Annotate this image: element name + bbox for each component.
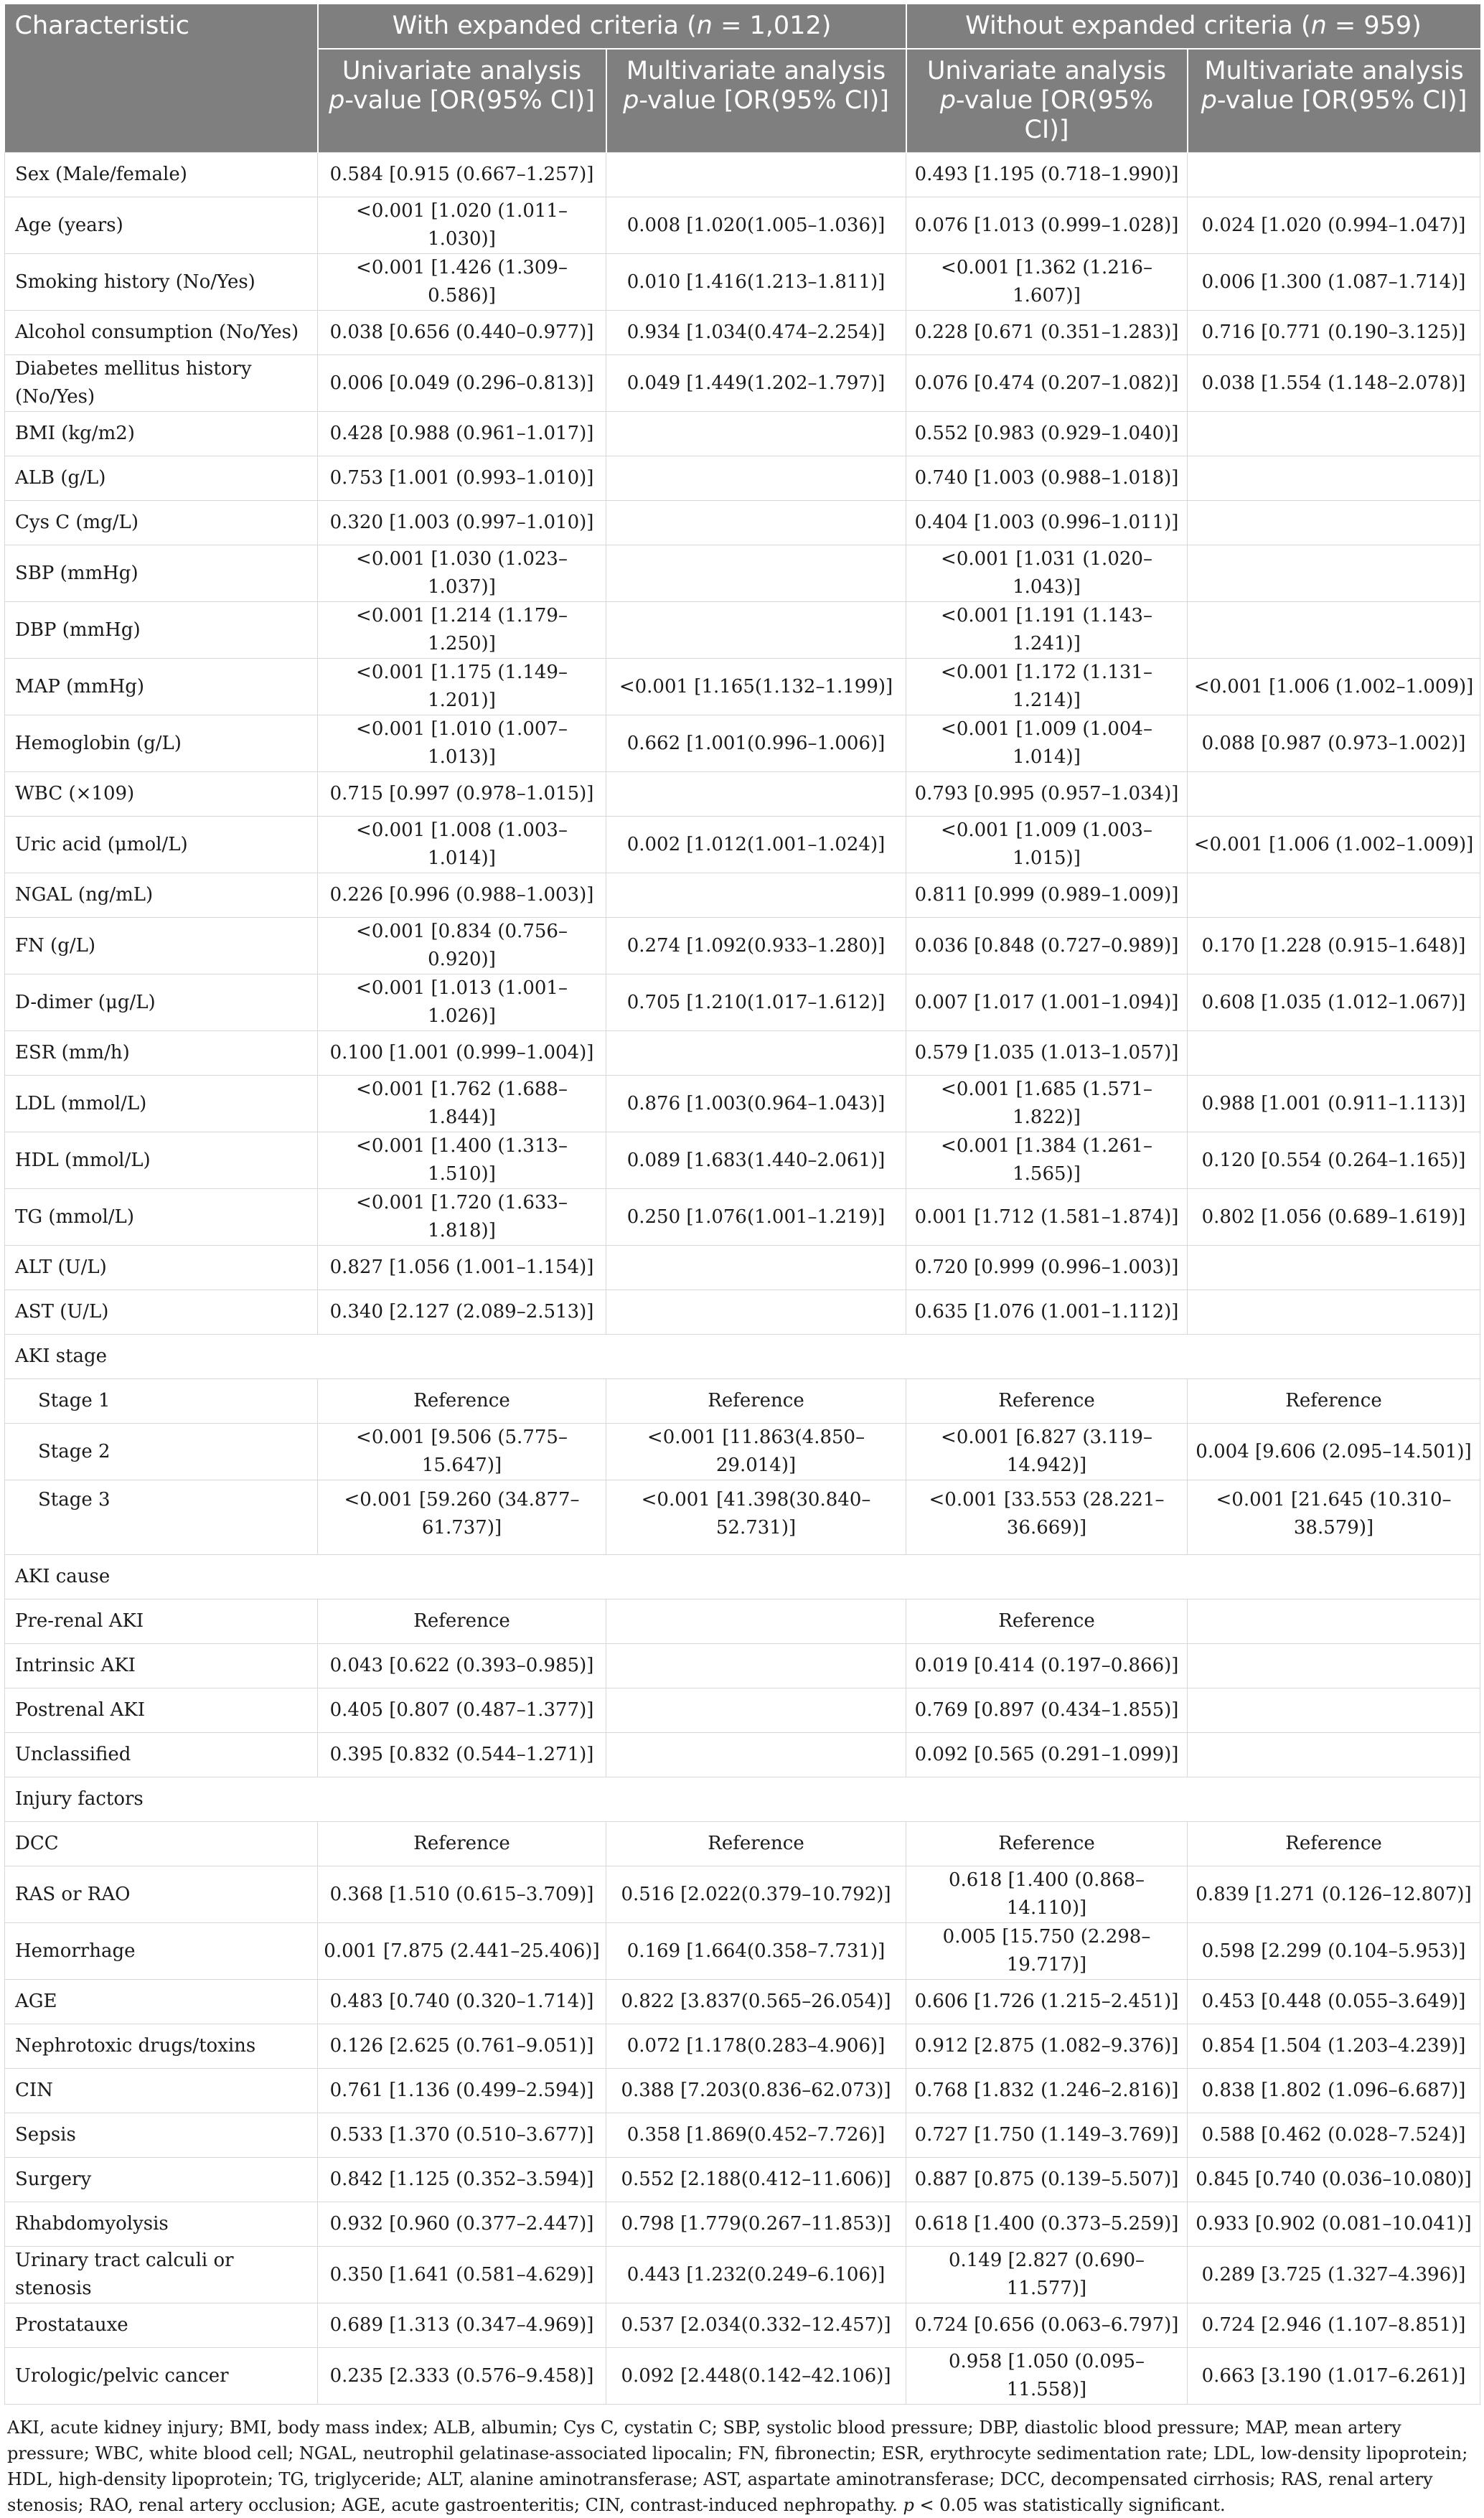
- univariate-with-cell: 0.533 [1.370 (0.510–3.677)]: [318, 2113, 606, 2158]
- table-row: [5, 2069, 1480, 2113]
- multivariate-without-cell: 0.854 [1.504 (1.203–4.239)]: [1188, 2024, 1480, 2069]
- table-container: [4, 4, 1480, 2518]
- table-row: [5, 1189, 1480, 1246]
- univariate-with-cell: 0.043 [0.622 (0.393–0.985)]: [318, 1644, 606, 1688]
- univariate-with-cell: <0.001 [59.260 (34.877–61.737)]: [318, 1480, 606, 1555]
- table-header: [5, 4, 1480, 153]
- row-label: D-dimer (μg/L): [5, 974, 318, 1031]
- univariate-without-cell: 0.076 [1.013 (0.999–1.028)]: [906, 197, 1188, 254]
- row-label: Intrinsic AKI: [5, 1644, 318, 1688]
- row-label: SBP (mmHg): [5, 545, 318, 602]
- univariate-with-cell: 0.689 [1.313 (0.347–4.969)]: [318, 2303, 606, 2348]
- univariate-without-cell: 0.076 [0.474 (0.207–1.082)]: [906, 355, 1188, 412]
- univariate-with-cell: 0.584 [0.915 (0.667–1.257)]: [318, 153, 606, 197]
- row-label: ALB (g/L): [5, 456, 318, 501]
- multivariate-with-cell: 0.537 [2.034(0.332–12.457)]: [606, 2303, 906, 2348]
- univariate-with-cell: <0.001 [9.506 (5.775–15.647)]: [318, 1424, 606, 1480]
- row-label: TG (mmol/L): [5, 1189, 318, 1246]
- multivariate-with-cell: [606, 153, 906, 197]
- univariate-without-cell: 0.579 [1.035 (1.013–1.057)]: [906, 1031, 1188, 1076]
- univariate-without-cell: 0.493 [1.195 (0.718–1.990)]: [906, 153, 1188, 197]
- multivariate-with-cell: [606, 545, 906, 602]
- row-label: Uric acid (μmol/L): [5, 817, 318, 873]
- univariate-with-cell: 0.842 [1.125 (0.352–3.594)]: [318, 2158, 606, 2202]
- univariate-without-cell: 0.958 [1.050 (0.095–11.558)]: [906, 2348, 1188, 2405]
- univariate-without-cell: <0.001 [33.553 (28.221–36.669)]: [906, 1480, 1188, 1555]
- univariate-with-cell: <0.001 [1.013 (1.001–1.026)]: [318, 974, 606, 1031]
- univariate-without-cell: 0.404 [1.003 (0.996–1.011)]: [906, 501, 1188, 545]
- multivariate-with-cell: <0.001 [41.398(30.840–52.731)]: [606, 1480, 906, 1555]
- multivariate-with-cell: 0.798 [1.779(0.267–11.853)]: [606, 2202, 906, 2247]
- univariate-with-cell: 0.320 [1.003 (0.997–1.010)]: [318, 501, 606, 545]
- multivariate-without-cell: 0.663 [3.190 (1.017–6.261)]: [1188, 2348, 1480, 2405]
- univariate-without-cell: 0.149 [2.827 (0.690–11.577)]: [906, 2247, 1188, 2303]
- table-row: [5, 1733, 1480, 1777]
- multivariate-without-cell: 0.839 [1.271 (0.126–12.807)]: [1188, 1866, 1480, 1923]
- row-label: Cys C (mg/L): [5, 501, 318, 545]
- multivariate-without-cell: [1188, 1246, 1480, 1290]
- univariate-with-cell: 0.226 [0.996 (0.988–1.003)]: [318, 873, 606, 918]
- univariate-with-cell: <0.001 [1.010 (1.007–1.013)]: [318, 715, 606, 772]
- row-label: FN (g/L): [5, 918, 318, 974]
- multivariate-without-cell: [1188, 1733, 1480, 1777]
- row-label: Age (years): [5, 197, 318, 254]
- univariate-with-cell: 0.038 [0.656 (0.440–0.977)]: [318, 311, 606, 355]
- row-label: AST (U/L): [5, 1290, 318, 1335]
- row-label: RAS or RAO: [5, 1866, 318, 1923]
- multivariate-with-cell: 0.358 [1.869(0.452–7.726)]: [606, 2113, 906, 2158]
- univariate-with-cell: <0.001 [1.762 (1.688–1.844)]: [318, 1076, 606, 1132]
- multivariate-with-cell: Reference: [606, 1822, 906, 1866]
- table-row: [5, 1290, 1480, 1335]
- table-row: [5, 1379, 1480, 1424]
- multivariate-without-cell: <0.001 [1.006 (1.002–1.009)]: [1188, 659, 1480, 715]
- univariate-with-cell: 0.368 [1.510 (0.615–3.709)]: [318, 1866, 606, 1923]
- multivariate-with-cell: 0.072 [1.178(0.283–4.906)]: [606, 2024, 906, 2069]
- univariate-with-cell: 0.753 [1.001 (0.993–1.010)]: [318, 456, 606, 501]
- multivariate-with-cell: 0.516 [2.022(0.379–10.792)]: [606, 1866, 906, 1923]
- row-label: Stage 1: [5, 1379, 318, 1424]
- table-row: [5, 817, 1480, 873]
- row-label: Diabetes mellitus history (No/Yes): [5, 355, 318, 412]
- table-row: [5, 974, 1480, 1031]
- section-label: AKI cause: [5, 1555, 1480, 1599]
- table-row: [5, 501, 1480, 545]
- row-label: Hemoglobin (g/L): [5, 715, 318, 772]
- table-row: [5, 1076, 1480, 1132]
- multivariate-without-cell: <0.001 [1.006 (1.002–1.009)]: [1188, 817, 1480, 873]
- row-label: Rhabdomyolysis: [5, 2202, 318, 2247]
- table-row: [5, 772, 1480, 817]
- multivariate-with-cell: 0.002 [1.012(1.001–1.024)]: [606, 817, 906, 873]
- subheader-univariate-2: Univariate analysis p-value [OR(95% CI)]: [906, 49, 1188, 153]
- table-body: [5, 153, 1480, 2405]
- row-label: NGAL (ng/mL): [5, 873, 318, 918]
- multivariate-without-cell: 0.845 [0.740 (0.036–10.080)]: [1188, 2158, 1480, 2202]
- multivariate-without-cell: Reference: [1188, 1379, 1480, 1424]
- univariate-with-cell: 0.761 [1.136 (0.499–2.594)]: [318, 2069, 606, 2113]
- multivariate-without-cell: [1188, 153, 1480, 197]
- multivariate-with-cell: [606, 1733, 906, 1777]
- univariate-without-cell: 0.001 [1.712 (1.581–1.874)]: [906, 1189, 1188, 1246]
- multivariate-with-cell: [606, 1599, 906, 1644]
- multivariate-without-cell: 0.988 [1.001 (0.911–1.113)]: [1188, 1076, 1480, 1132]
- row-label: Stage 3: [5, 1480, 318, 1555]
- univariate-with-cell: 0.350 [1.641 (0.581–4.629)]: [318, 2247, 606, 2303]
- section-row: [5, 1335, 1480, 1379]
- univariate-with-cell: 0.827 [1.056 (1.001–1.154)]: [318, 1246, 606, 1290]
- row-label: Smoking history (No/Yes): [5, 254, 318, 311]
- table-row: [5, 456, 1480, 501]
- table-row: [5, 602, 1480, 659]
- table-row: [5, 355, 1480, 412]
- multivariate-without-cell: 0.120 [0.554 (0.264–1.165)]: [1188, 1132, 1480, 1189]
- univariate-with-cell: <0.001 [1.008 (1.003–1.014)]: [318, 817, 606, 873]
- univariate-with-cell: 0.715 [0.997 (0.978–1.015)]: [318, 772, 606, 817]
- row-label: DCC: [5, 1822, 318, 1866]
- table-row: [5, 918, 1480, 974]
- table-row: [5, 1923, 1480, 1980]
- univariate-without-cell: <0.001 [1.031 (1.020–1.043)]: [906, 545, 1188, 602]
- table-row: [5, 153, 1480, 197]
- multivariate-without-cell: 0.038 [1.554 (1.148–2.078)]: [1188, 355, 1480, 412]
- univariate-without-cell: 0.606 [1.726 (1.215–2.451)]: [906, 1980, 1188, 2024]
- multivariate-with-cell: 0.169 [1.664(0.358–7.731)]: [606, 1923, 906, 1980]
- univariate-without-cell: 0.007 [1.017 (1.001–1.094)]: [906, 974, 1188, 1031]
- univariate-without-cell: 0.912 [2.875 (1.082–9.376)]: [906, 2024, 1188, 2069]
- univariate-without-cell: 0.727 [1.750 (1.149–3.769)]: [906, 2113, 1188, 2158]
- multivariate-without-cell: 0.802 [1.056 (0.689–1.619)]: [1188, 1189, 1480, 1246]
- multivariate-without-cell: 0.289 [3.725 (1.327–4.396)]: [1188, 2247, 1480, 2303]
- multivariate-with-cell: [606, 1688, 906, 1733]
- univariate-without-cell: Reference: [906, 1599, 1188, 1644]
- multivariate-with-cell: [606, 873, 906, 918]
- multivariate-without-cell: 0.724 [2.946 (1.107–8.851)]: [1188, 2303, 1480, 2348]
- table-footnote: AKI, acute kidney injury; BMI, body mass index; ALB, albumin; Cys C, cystatin C; SBP, systolic blood pressure; DBP, diastolic blood pressure; MAP, mean artery pressure; WBC, white blood cell; NGAL, neutrophil gelatinase-associated lipocalin; FN, fibronectin; ESR, erythrocyte sedimentation rate; LDL, low-density lipoprotein; HDL, high-density lipoprotein; TG, triglyceride; ALT, alanine aminotransferase; AST, aspartate aminotransferase; DCC, decompensated cirrhosis; RAS, renal artery stenosis; RAO, renal artery occlusion; AGE, acute gastroenteritis; CIN, contrast-induced nephropathy. p < 0.05 was statistically significant.: [7, 2418, 1468, 2515]
- row-label: Surgery: [5, 2158, 318, 2202]
- row-label: BMI (kg/m2): [5, 412, 318, 456]
- univariate-with-cell: 0.395 [0.832 (0.544–1.271)]: [318, 1733, 606, 1777]
- multivariate-with-cell: 0.443 [1.232(0.249–6.106)]: [606, 2247, 906, 2303]
- univariate-with-cell: Reference: [318, 1599, 606, 1644]
- univariate-without-cell: <0.001 [1.172 (1.131–1.214)]: [906, 659, 1188, 715]
- table-row: [5, 1599, 1480, 1644]
- table-row: [5, 1424, 1480, 1480]
- table-row: [5, 659, 1480, 715]
- univariate-without-cell: 0.228 [0.671 (0.351–1.283)]: [906, 311, 1188, 355]
- multivariate-with-cell: 0.049 [1.449(1.202–1.797)]: [606, 355, 906, 412]
- univariate-without-cell: 0.811 [0.999 (0.989–1.009)]: [906, 873, 1188, 918]
- univariate-with-cell: <0.001 [1.214 (1.179–1.250)]: [318, 602, 606, 659]
- table-row: [5, 715, 1480, 772]
- univariate-without-cell: 0.793 [0.995 (0.957–1.034)]: [906, 772, 1188, 817]
- univariate-with-cell: <0.001 [1.020 (1.011–1.030)]: [318, 197, 606, 254]
- multivariate-without-cell: 0.838 [1.802 (1.096–6.687)]: [1188, 2069, 1480, 2113]
- row-label: Pre-renal AKI: [5, 1599, 318, 1644]
- row-label: Stage 2: [5, 1424, 318, 1480]
- table-row: [5, 2024, 1480, 2069]
- table-row: [5, 1822, 1480, 1866]
- table-row: [5, 1688, 1480, 1733]
- row-label: Urologic/pelvic cancer: [5, 2348, 318, 2405]
- multivariate-with-cell: 0.010 [1.416(1.213–1.811)]: [606, 254, 906, 311]
- univariate-without-cell: 0.618 [1.400 (0.373–5.259)]: [906, 2202, 1188, 2247]
- multivariate-without-cell: [1188, 1599, 1480, 1644]
- univariate-without-cell: 0.724 [0.656 (0.063–6.797)]: [906, 2303, 1188, 2348]
- row-label: ALT (U/L): [5, 1246, 318, 1290]
- table-row: [5, 2158, 1480, 2202]
- multivariate-with-cell: 0.092 [2.448(0.142–42.106)]: [606, 2348, 906, 2405]
- row-label: Sepsis: [5, 2113, 318, 2158]
- univariate-with-cell: <0.001 [1.175 (1.149–1.201)]: [318, 659, 606, 715]
- univariate-without-cell: 0.887 [0.875 (0.139–5.507)]: [906, 2158, 1188, 2202]
- univariate-with-cell: 0.235 [2.333 (0.576–9.458)]: [318, 2348, 606, 2405]
- univariate-with-cell: 0.126 [2.625 (0.761–9.051)]: [318, 2024, 606, 2069]
- section-label: AKI stage: [5, 1335, 1480, 1379]
- section-label: Injury factors: [5, 1777, 1480, 1822]
- univariate-without-cell: 0.740 [1.003 (0.988–1.018)]: [906, 456, 1188, 501]
- multivariate-with-cell: 0.008 [1.020(1.005–1.036)]: [606, 197, 906, 254]
- univariate-without-cell: 0.036 [0.848 (0.727–0.989)]: [906, 918, 1188, 974]
- univariate-without-cell: <0.001 [1.685 (1.571–1.822)]: [906, 1076, 1188, 1132]
- multivariate-with-cell: <0.001 [1.165(1.132–1.199)]: [606, 659, 906, 715]
- table-row: [5, 1132, 1480, 1189]
- table-row: [5, 2202, 1480, 2247]
- multivariate-with-cell: 0.552 [2.188(0.412–11.606)]: [606, 2158, 906, 2202]
- univariate-with-cell: 0.405 [0.807 (0.487–1.377)]: [318, 1688, 606, 1733]
- table-row: [5, 1480, 1480, 1555]
- multivariate-without-cell: [1188, 1688, 1480, 1733]
- multivariate-with-cell: [606, 1246, 906, 1290]
- univariate-without-cell: <0.001 [1.009 (1.004–1.014)]: [906, 715, 1188, 772]
- univariate-with-cell: <0.001 [0.834 (0.756–0.920)]: [318, 918, 606, 974]
- multivariate-without-cell: 0.598 [2.299 (0.104–5.953)]: [1188, 1923, 1480, 1980]
- group-header-with-expanded: With expanded criteria (n = 1,012): [318, 4, 906, 49]
- multivariate-without-cell: [1188, 1644, 1480, 1688]
- table-row: [5, 2303, 1480, 2348]
- multivariate-with-cell: [606, 772, 906, 817]
- univariate-without-cell: <0.001 [1.362 (1.216–1.607)]: [906, 254, 1188, 311]
- subheader-univariate-1: Univariate analysis p-value [OR(95% CI)]: [318, 49, 606, 153]
- univariate-with-cell: 0.932 [0.960 (0.377–2.447)]: [318, 2202, 606, 2247]
- multivariate-without-cell: 0.004 [9.606 (2.095–14.501)]: [1188, 1424, 1480, 1480]
- multivariate-with-cell: [606, 1031, 906, 1076]
- multivariate-without-cell: [1188, 545, 1480, 602]
- multivariate-with-cell: 0.705 [1.210(1.017–1.612)]: [606, 974, 906, 1031]
- multivariate-with-cell: <0.001 [11.863(4.850–29.014)]: [606, 1424, 906, 1480]
- multivariate-without-cell: [1188, 602, 1480, 659]
- multivariate-without-cell: [1188, 501, 1480, 545]
- univariate-without-cell: 0.769 [0.897 (0.434–1.855)]: [906, 1688, 1188, 1733]
- multivariate-with-cell: 0.662 [1.001(0.996–1.006)]: [606, 715, 906, 772]
- univariate-without-cell: <0.001 [1.009 (1.003–1.015)]: [906, 817, 1188, 873]
- multivariate-with-cell: 0.822 [3.837(0.565–26.054)]: [606, 1980, 906, 2024]
- subheader-multivariate-2: Multivariate analysis p-value [OR(95% CI)]: [1188, 49, 1480, 153]
- multivariate-without-cell: [1188, 873, 1480, 918]
- univariate-with-cell: 0.001 [7.875 (2.441–25.406)]: [318, 1923, 606, 1980]
- univariate-without-cell: 0.019 [0.414 (0.197–0.866)]: [906, 1644, 1188, 1688]
- univariate-without-cell: 0.552 [0.983 (0.929–1.040)]: [906, 412, 1188, 456]
- table-row: [5, 1031, 1480, 1076]
- table-row: [5, 2348, 1480, 2405]
- table-row: [5, 254, 1480, 311]
- row-label: HDL (mmol/L): [5, 1132, 318, 1189]
- univariate-without-cell: 0.618 [1.400 (0.868–14.110)]: [906, 1866, 1188, 1923]
- table-row: [5, 1980, 1480, 2024]
- univariate-without-cell: 0.720 [0.999 (0.996–1.003)]: [906, 1246, 1188, 1290]
- univariate-without-cell: <0.001 [1.384 (1.261–1.565)]: [906, 1132, 1188, 1189]
- table-row: [5, 545, 1480, 602]
- univariate-without-cell: 0.768 [1.832 (1.246–2.816)]: [906, 2069, 1188, 2113]
- multivariate-without-cell: 0.170 [1.228 (0.915–1.648)]: [1188, 918, 1480, 974]
- multivariate-without-cell: 0.006 [1.300 (1.087–1.714)]: [1188, 254, 1480, 311]
- multivariate-without-cell: [1188, 1290, 1480, 1335]
- row-label: CIN: [5, 2069, 318, 2113]
- row-label: Sex (Male/female): [5, 153, 318, 197]
- univariate-with-cell: <0.001 [1.426 (1.309–0.586)]: [318, 254, 606, 311]
- univariate-with-cell: 0.428 [0.988 (0.961–1.017)]: [318, 412, 606, 456]
- section-row: [5, 1777, 1480, 1822]
- univariate-with-cell: 0.340 [2.127 (2.089–2.513)]: [318, 1290, 606, 1335]
- univariate-with-cell: Reference: [318, 1379, 606, 1424]
- multivariate-without-cell: <0.001 [21.645 (10.310–38.579)]: [1188, 1480, 1480, 1555]
- row-label: Urinary tract calculi or stenosis: [5, 2247, 318, 2303]
- multivariate-without-cell: Reference: [1188, 1822, 1480, 1866]
- multivariate-with-cell: [606, 1290, 906, 1335]
- univariate-with-cell: <0.001 [1.400 (1.313–1.510)]: [318, 1132, 606, 1189]
- regression-table: [4, 4, 1480, 2405]
- multivariate-without-cell: 0.716 [0.771 (0.190–3.125)]: [1188, 311, 1480, 355]
- univariate-with-cell: Reference: [318, 1822, 606, 1866]
- multivariate-without-cell: [1188, 772, 1480, 817]
- table-row: [5, 1644, 1480, 1688]
- table-row: [5, 873, 1480, 918]
- row-label: Hemorrhage: [5, 1923, 318, 1980]
- univariate-with-cell: 0.100 [1.001 (0.999–1.004)]: [318, 1031, 606, 1076]
- row-label: Postrenal AKI: [5, 1688, 318, 1733]
- multivariate-without-cell: 0.608 [1.035 (1.012–1.067)]: [1188, 974, 1480, 1031]
- multivariate-without-cell: [1188, 1031, 1480, 1076]
- multivariate-with-cell: 0.089 [1.683(1.440–2.061)]: [606, 1132, 906, 1189]
- univariate-without-cell: Reference: [906, 1379, 1188, 1424]
- univariate-without-cell: <0.001 [6.827 (3.119–14.942)]: [906, 1424, 1188, 1480]
- univariate-with-cell: 0.006 [0.049 (0.296–0.813)]: [318, 355, 606, 412]
- univariate-with-cell: <0.001 [1.720 (1.633–1.818)]: [318, 1189, 606, 1246]
- multivariate-with-cell: 0.388 [7.203(0.836–62.073)]: [606, 2069, 906, 2113]
- univariate-with-cell: 0.483 [0.740 (0.320–1.714)]: [318, 1980, 606, 2024]
- characteristic-header: Characteristic: [5, 4, 318, 153]
- table-row: [5, 1866, 1480, 1923]
- multivariate-with-cell: [606, 456, 906, 501]
- row-label: ESR (mm/h): [5, 1031, 318, 1076]
- multivariate-with-cell: [606, 412, 906, 456]
- table-row: [5, 2247, 1480, 2303]
- row-label: DBP (mmHg): [5, 602, 318, 659]
- multivariate-without-cell: 0.088 [0.987 (0.973–1.002)]: [1188, 715, 1480, 772]
- univariate-without-cell: <0.001 [1.191 (1.143–1.241)]: [906, 602, 1188, 659]
- row-label: AGE: [5, 1980, 318, 2024]
- row-label: LDL (mmol/L): [5, 1076, 318, 1132]
- group-header-without-expanded: Without expanded criteria (n = 959): [906, 4, 1480, 49]
- multivariate-with-cell: 0.274 [1.092(0.933–1.280)]: [606, 918, 906, 974]
- row-label: Nephrotoxic drugs/toxins: [5, 2024, 318, 2069]
- univariate-with-cell: <0.001 [1.030 (1.023–1.037)]: [318, 545, 606, 602]
- row-label: Unclassified: [5, 1733, 318, 1777]
- univariate-without-cell: 0.635 [1.076 (1.001–1.112)]: [906, 1290, 1188, 1335]
- multivariate-without-cell: 0.453 [0.448 (0.055–3.649)]: [1188, 1980, 1480, 2024]
- multivariate-with-cell: Reference: [606, 1379, 906, 1424]
- multivariate-with-cell: [606, 1644, 906, 1688]
- multivariate-without-cell: 0.588 [0.462 (0.028–7.524)]: [1188, 2113, 1480, 2158]
- univariate-without-cell: 0.005 [15.750 (2.298–19.717)]: [906, 1923, 1188, 1980]
- multivariate-with-cell: 0.876 [1.003(0.964–1.043)]: [606, 1076, 906, 1132]
- table-row: [5, 2113, 1480, 2158]
- row-label: MAP (mmHg): [5, 659, 318, 715]
- row-label: Prostatauxe: [5, 2303, 318, 2348]
- univariate-without-cell: 0.092 [0.565 (0.291–1.099)]: [906, 1733, 1188, 1777]
- subheader-multivariate-1: Multivariate analysis p-value [OR(95% CI)]: [606, 49, 906, 153]
- multivariate-with-cell: 0.934 [1.034(0.474–2.254)]: [606, 311, 906, 355]
- multivariate-with-cell: [606, 501, 906, 545]
- multivariate-without-cell: [1188, 456, 1480, 501]
- multivariate-without-cell: 0.024 [1.020 (0.994–1.047)]: [1188, 197, 1480, 254]
- row-label: Alcohol consumption (No/Yes): [5, 311, 318, 355]
- multivariate-with-cell: 0.250 [1.076(1.001–1.219)]: [606, 1189, 906, 1246]
- table-row: [5, 412, 1480, 456]
- table-row: [5, 1246, 1480, 1290]
- multivariate-with-cell: [606, 602, 906, 659]
- univariate-without-cell: Reference: [906, 1822, 1188, 1866]
- multivariate-without-cell: [1188, 412, 1480, 456]
- row-label: WBC (×109): [5, 772, 318, 817]
- section-row: [5, 1555, 1480, 1599]
- table-row: [5, 311, 1480, 355]
- multivariate-without-cell: 0.933 [0.902 (0.081–10.041)]: [1188, 2202, 1480, 2247]
- table-row: [5, 197, 1480, 254]
